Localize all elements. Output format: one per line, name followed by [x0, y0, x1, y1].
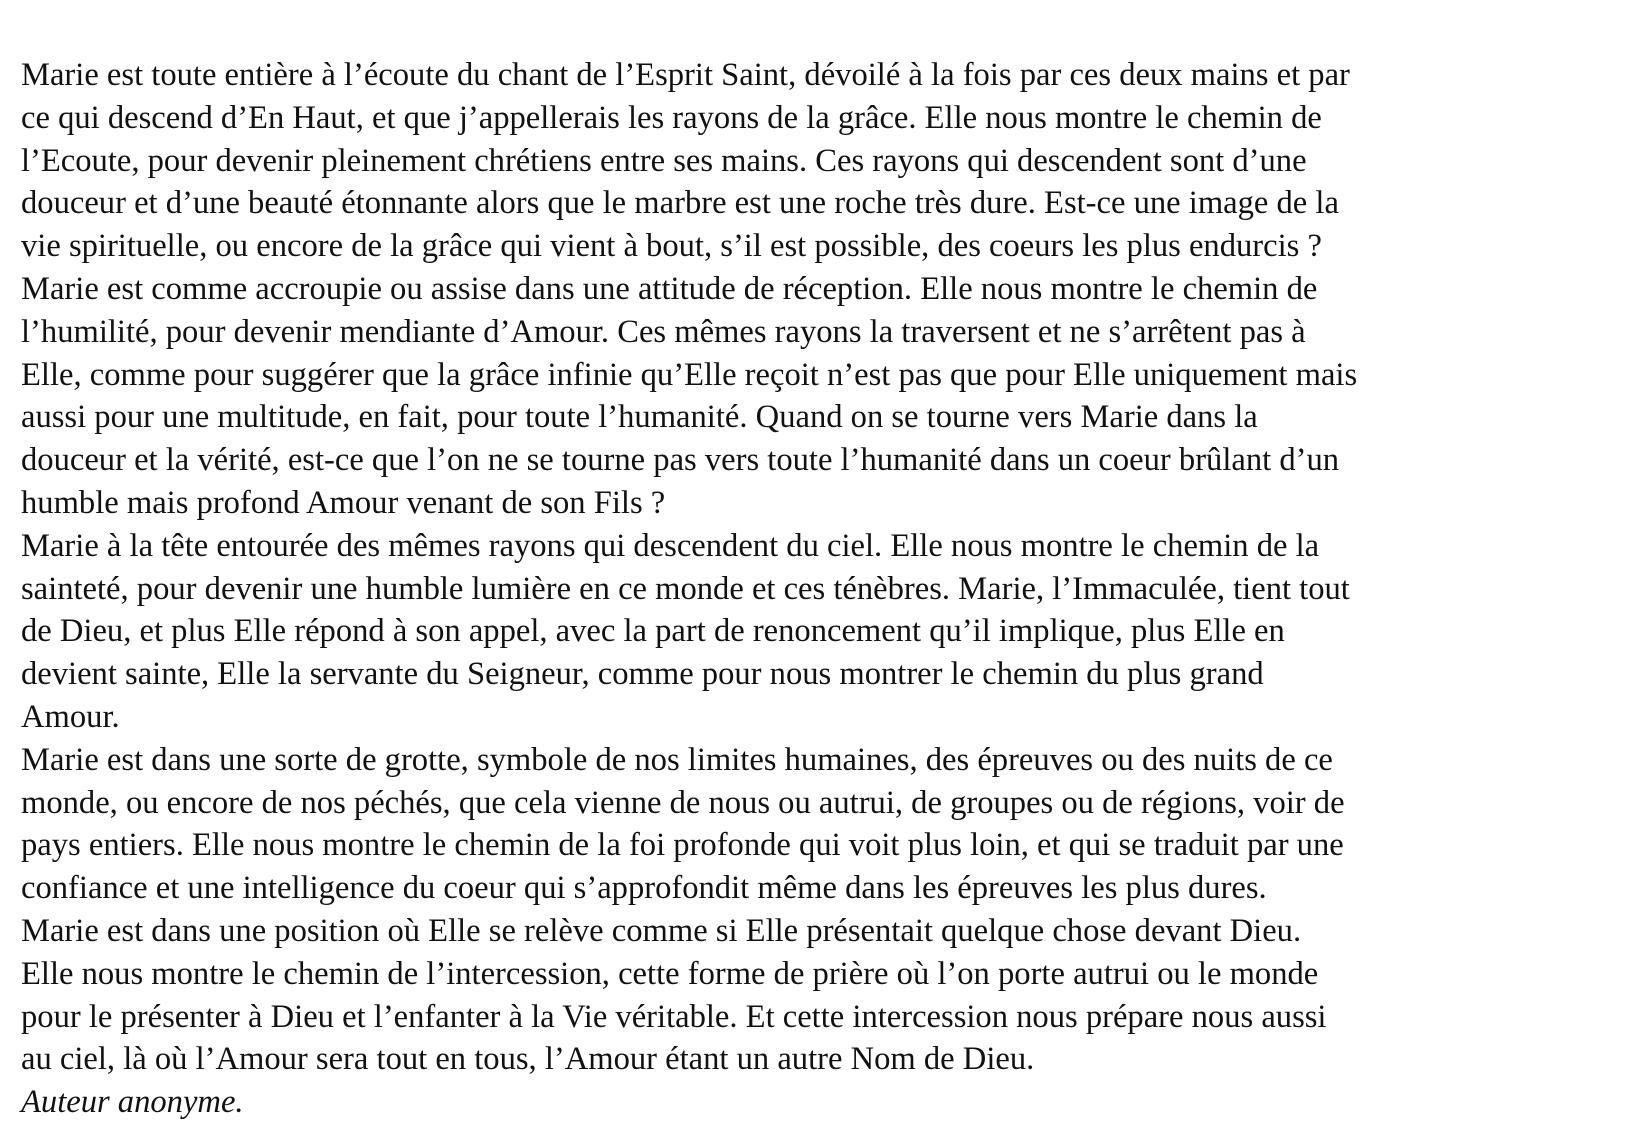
- text-line: sainteté, pour devenir une humble lumière en ce monde et ces ténèbres. Marie, l’Immaculée, tient tout: [21, 570, 1350, 607]
- text-line: l’humilité, pour devenir mendiante d’Amour. Ces mêmes rayons la traversent et ne s’arrêtent pas à: [21, 313, 1306, 350]
- text-line: Marie à la tête entourée des mêmes rayons qui descendent du ciel. Elle nous montre le chemin de la: [21, 527, 1320, 564]
- text-line: pour le présenter à Dieu et l’enfanter à la Vie véritable. Et cette intercession nous prépare nous aussi: [21, 998, 1327, 1035]
- text-line: au ciel, là où l’Amour sera tout en tous, l’Amour étant un autre Nom de Dieu.: [21, 1041, 1035, 1078]
- text-line: ce qui descend d’En Haut, et que j’appellerais les rayons de la grâce. Elle nous montre le chemin de: [21, 99, 1322, 136]
- text-line: douceur et d’une beauté étonnante alors que le marbre est une roche très dure. Est-ce une image de la: [21, 185, 1339, 222]
- text-line: douceur et la vérité, est-ce que l’on ne se tourne pas vers toute l’humanité dans un coeur brûlant d’un: [21, 442, 1340, 479]
- text-line: Marie est comme accroupie ou assise dans une attitude de réception. Elle nous montre le chemin de: [21, 270, 1318, 307]
- author-signature: Auteur anonyme.: [21, 1084, 244, 1121]
- text-line: Marie est dans une position où Elle se relève comme si Elle présentait quelque chose devant Dieu.: [21, 912, 1302, 949]
- text-line: Marie est dans une sorte de grotte, symbole de nos limites humaines, des épreuves ou des nuits de ce: [21, 741, 1333, 778]
- text-line: de Dieu, et plus Elle répond à son appel, avec la part de renoncement qu’il implique, plus Elle en: [21, 613, 1285, 650]
- text-line: monde, ou encore de nos péchés, que cela vienne de nous ou autrui, de groupes ou de régions, voir de: [21, 784, 1345, 821]
- text-line: Elle, comme pour suggérer que la grâce infinie qu’Elle reçoit n’est pas que pour Elle uniquement mais: [21, 356, 1358, 393]
- text-line: aussi pour une multitude, en fait, pour toute l’humanité. Quand on se tourne vers Marie dans la: [21, 399, 1258, 436]
- text-line: humble mais profond Amour venant de son Fils ?: [21, 484, 666, 521]
- text-line: Elle nous montre le chemin de l’intercession, cette forme de prière où l’on porte autrui ou le monde: [21, 955, 1319, 992]
- text-line: devient sainte, Elle la servante du Seigneur, comme pour nous montrer le chemin du plus grand: [21, 656, 1264, 693]
- text-line: confiance et une intelligence du coeur qui s’approfondit même dans les épreuves les plus dures.: [21, 870, 1267, 907]
- text-line: Amour.: [21, 698, 120, 735]
- text-line: l’Ecoute, pour devenir pleinement chrétiens entre ses mains. Ces rayons qui descendent sont d’une: [21, 142, 1307, 179]
- text-line: vie spirituelle, ou encore de la grâce qui vient à bout, s’il est possible, des coeurs les plus endurcis ?: [21, 228, 1322, 265]
- text-line: pays entiers. Elle nous montre le chemin de la foi profonde qui voit plus loin, et qui se traduit par une: [21, 827, 1344, 864]
- document-body: [21, 54, 1621, 1124]
- text-line: Marie est toute entière à l’écoute du chant de l’Esprit Saint, dévoilé à la fois par ces deux mains et par: [21, 57, 1350, 93]
